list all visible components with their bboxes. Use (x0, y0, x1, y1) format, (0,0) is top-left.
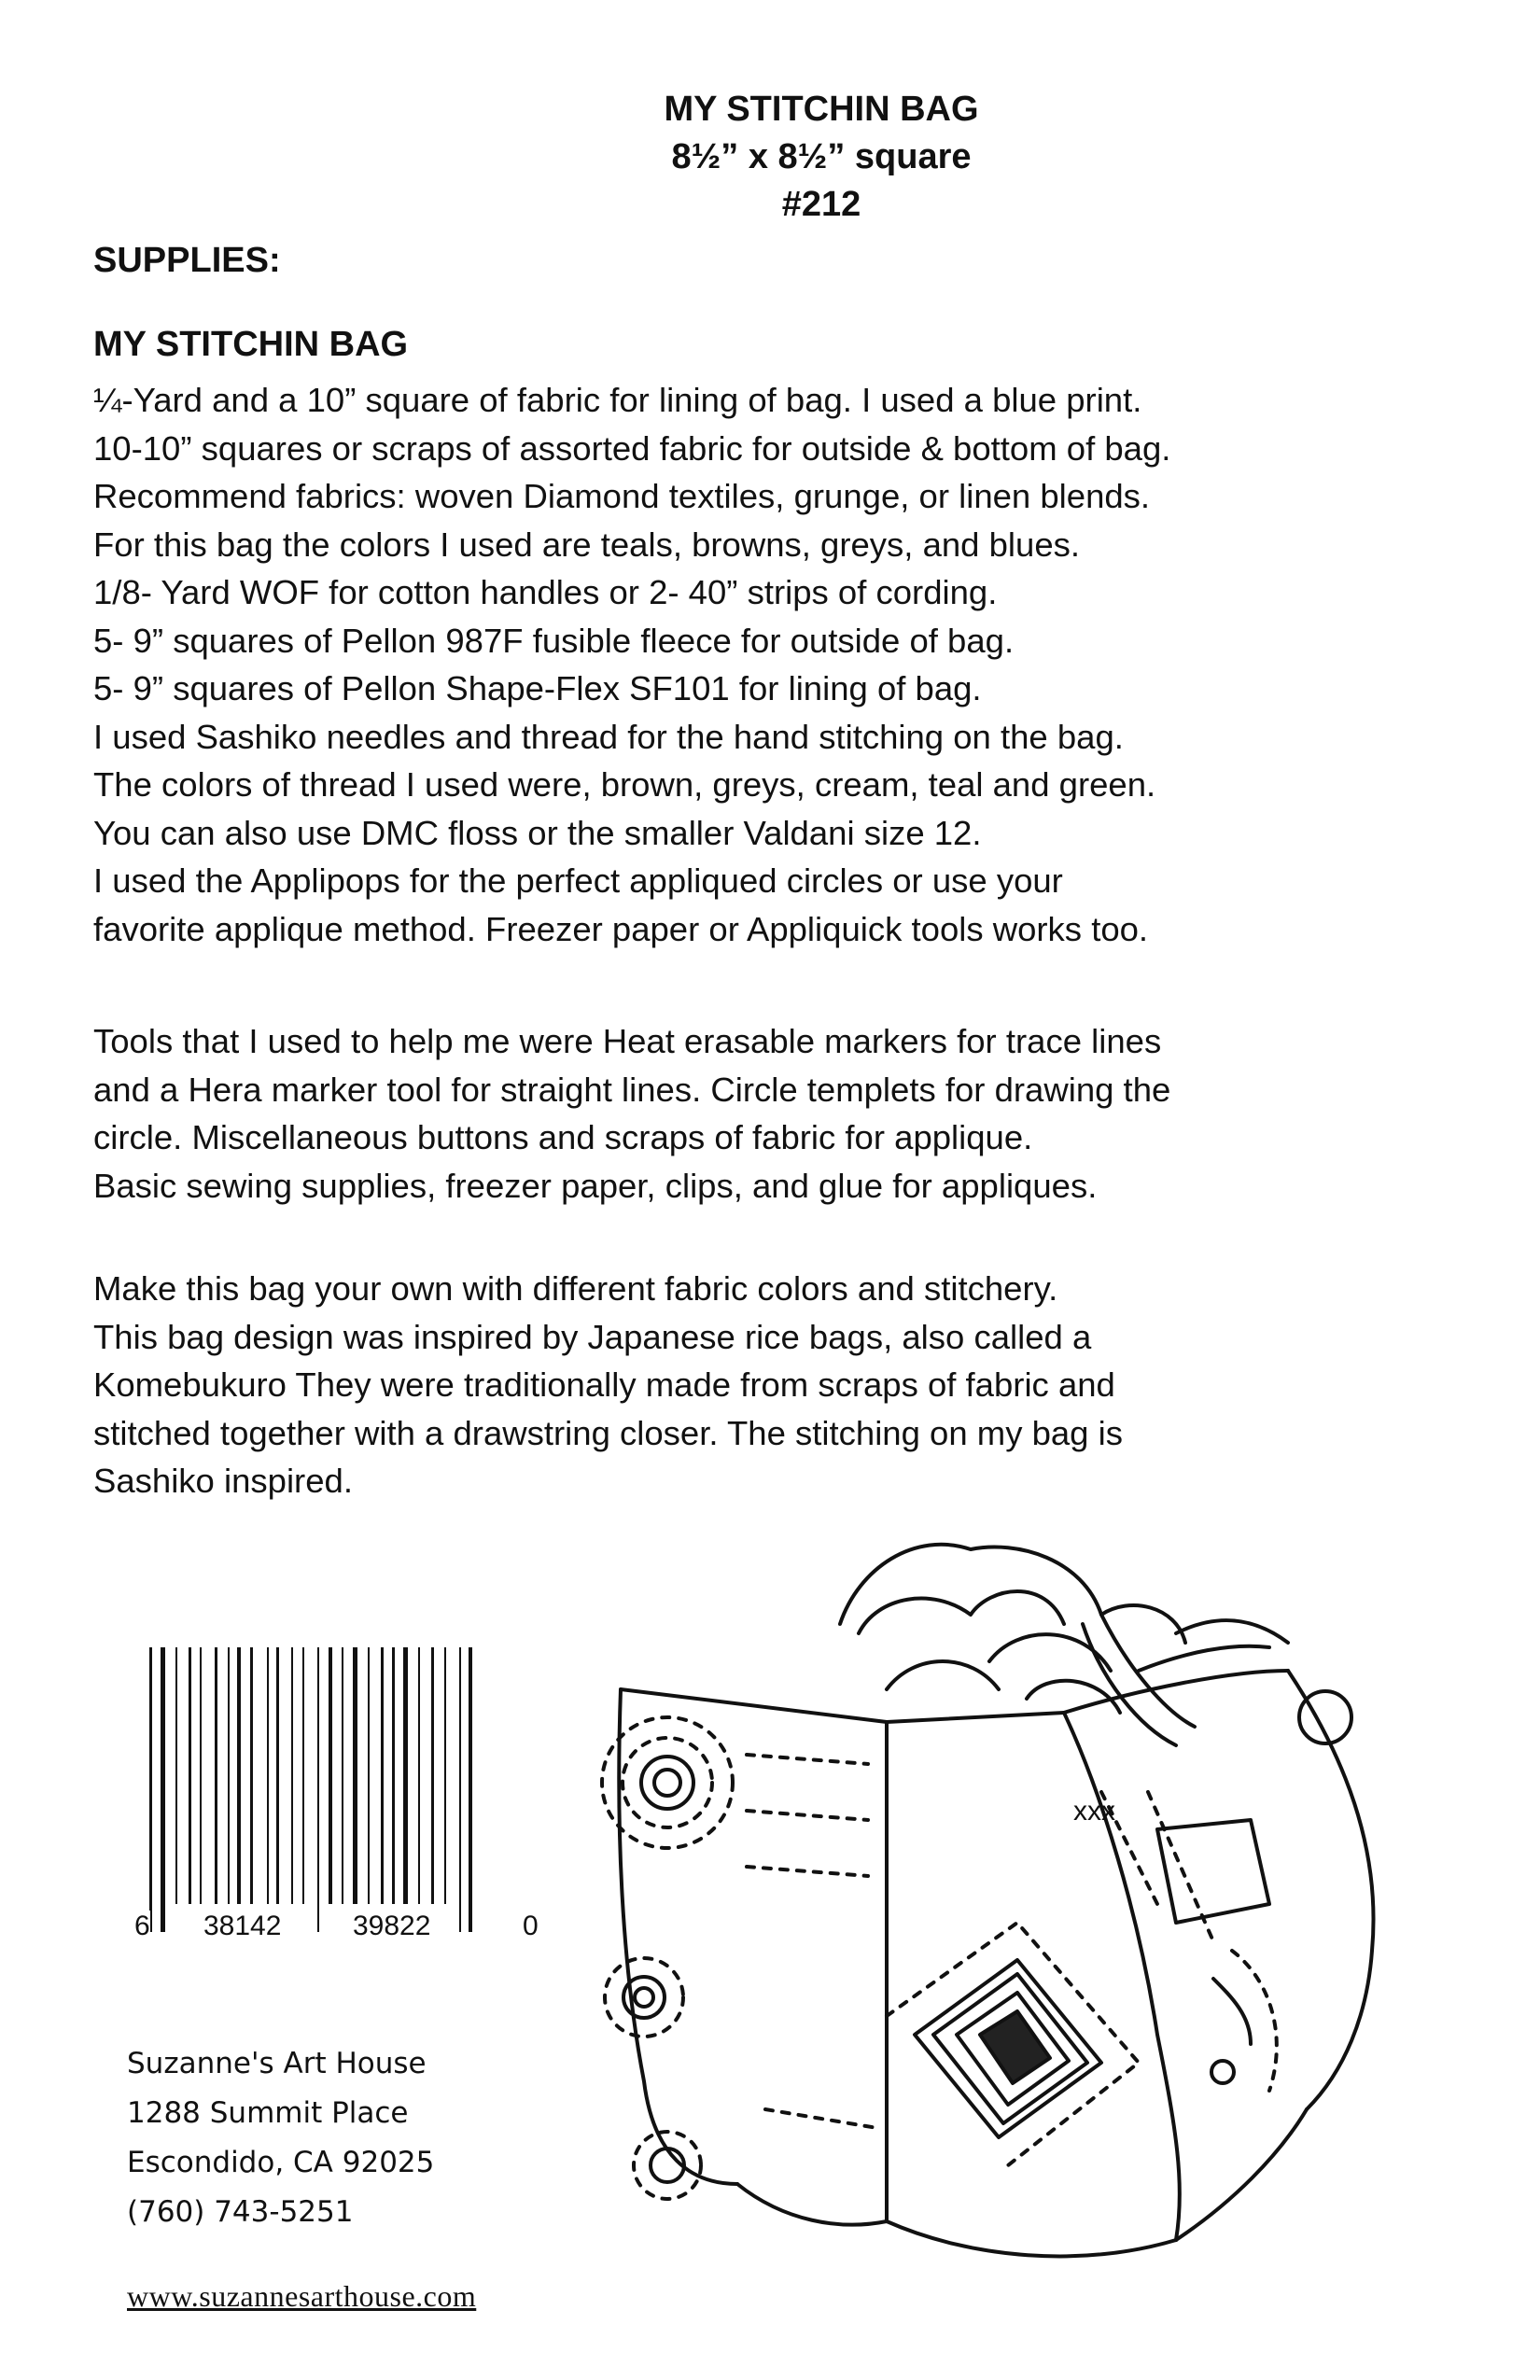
barcode-bar (418, 1647, 420, 1904)
barcode-right-group: 39822 (353, 1911, 431, 1941)
barcode-bar (469, 1647, 472, 1932)
pattern-header (560, 86, 1083, 229)
barcode-bar (444, 1647, 446, 1904)
supply-list (93, 376, 1493, 953)
barcode-last-digit: 0 (523, 1911, 539, 1941)
tools-line: and a Hera marker tool for straight lines. Circle templets for drawing the (93, 1070, 1171, 1109)
barcode-bar (237, 1647, 241, 1904)
supplies-label: SUPPLIES: (93, 241, 281, 280)
supply-line: 5- 9” squares of Pellon Shape-Flex SF101 for lining of bag. (93, 669, 982, 707)
barcode-bar (250, 1647, 253, 1904)
supply-line: You can also use DMC floss or the smaller Valdani size 12. (93, 813, 982, 852)
publisher-phone: (760) 743-5251 (127, 2195, 354, 2229)
barcode-bars-icon (140, 1647, 532, 1946)
barcode-first-digit: 6 (134, 1911, 150, 1941)
barcode-bar (329, 1647, 332, 1904)
supply-line: I used the Applipops for the perfect appliqued circles or use your (93, 861, 1063, 900)
publisher-street: 1288 Summit Place (127, 2096, 409, 2130)
supply-line: ¼-Yard and a 10” square of fabric for lining of bag. I used a blue print. (93, 381, 1142, 419)
supply-line: The colors of thread I used were, brown, greys, cream, teal and green. (93, 765, 1156, 804)
tools-line: Basic sewing supplies, freezer paper, clips, and glue for appliques. (93, 1166, 1098, 1205)
barcode-bar (200, 1647, 202, 1904)
publisher-name: Suzanne's Art House (127, 2047, 427, 2080)
barcode-bar (368, 1647, 370, 1904)
barcode-bar (342, 1647, 343, 1904)
publisher-address (127, 2039, 434, 2237)
publisher-website-link[interactable]: www.suzannesarthouse.com (127, 2279, 477, 2313)
barcode (134, 1647, 539, 1955)
supply-line: I used Sashiko needles and thread for the hand stitching on the bag. (93, 717, 1124, 756)
section-title: MY STITCHIN BAG (93, 325, 409, 364)
story-line: stitched together with a drawstring closer. The stitching on my bag is (93, 1413, 1123, 1452)
barcode-bar (149, 1647, 152, 1932)
barcode-bar (317, 1647, 319, 1932)
barcode-left-group: 38142 (203, 1911, 282, 1941)
supply-line: 5- 9” squares of Pellon 987F fusible fleece for outside of bag. (93, 621, 1015, 660)
tools-paragraph (93, 1017, 1493, 1210)
barcode-bar (403, 1647, 408, 1904)
barcode-bar (381, 1647, 384, 1904)
supply-line: favorite applique method. Freezer paper or Appliquick tools works too. (93, 909, 1149, 948)
pattern-number: #212 (781, 185, 861, 224)
barcode-bar (431, 1647, 434, 1904)
barcode-bar (215, 1647, 217, 1904)
barcode-bar (353, 1647, 357, 1904)
supply-line: 1/8- Yard WOF for cotton handles or 2- 40” strips of cording. (93, 573, 998, 611)
barcode-bar (228, 1647, 230, 1904)
tools-line: Tools that I used to help me were Heat erasable markers for trace lines (93, 1022, 1162, 1060)
barcode-bar (189, 1647, 191, 1904)
supply-line: 10-10” squares or scraps of assorted fabric for outside & bottom of bag. (93, 428, 1171, 468)
story-line: Make this bag your own with different fabric colors and stitchery. (93, 1269, 1058, 1308)
bag-sketch-icon (579, 1512, 1475, 2315)
stitch-marks: xxx (1073, 1796, 1115, 1827)
barcode-bar (459, 1647, 461, 1932)
barcode-bar (267, 1647, 269, 1904)
barcode-bar (175, 1647, 177, 1904)
barcode-bar (302, 1647, 304, 1904)
story-paragraph (93, 1265, 1493, 1505)
supply-line: Recommend fabrics: woven Diamond textiles, grunge, or linen blends. (93, 477, 1151, 515)
supply-line: For this bag the colors I used are teals, browns, greys, and blues. (93, 525, 1081, 564)
pattern-title: MY STITCHIN BAG (664, 90, 979, 129)
story-line: Sashiko inspired. (93, 1462, 353, 1500)
publisher-city: Escondido, CA 92025 (127, 2146, 435, 2179)
story-line: Komebukuro They were traditionally made from scraps of fabric and (93, 1365, 1115, 1404)
barcode-bar (392, 1647, 395, 1904)
barcode-bar (161, 1647, 165, 1932)
barcode-bar (291, 1647, 293, 1904)
tools-line: circle. Miscellaneous buttons and scraps of fabric for applique. (93, 1118, 1033, 1156)
barcode-bar (276, 1647, 279, 1904)
story-line: This bag design was inspired by Japanese rice bags, also called a (93, 1317, 1092, 1356)
pattern-size: 8½” x 8½” square (671, 137, 972, 176)
